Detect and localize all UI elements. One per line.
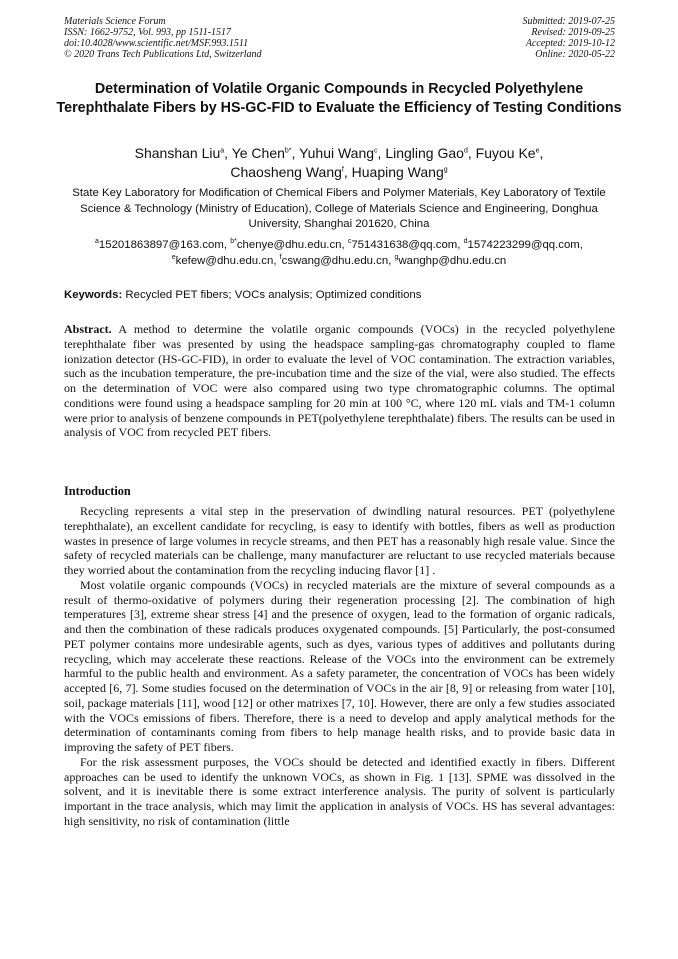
email[interactable]: $^e$kefew@dhu.edu.cn bbox=[171, 253, 274, 267]
abstract-label: Abstract. bbox=[64, 322, 112, 336]
email[interactable]: $^g$wanghp@dhu.edu.cn bbox=[394, 253, 507, 267]
email[interactable]: $^f$cswang@dhu.edu.cn bbox=[279, 253, 389, 267]
author: Huaping Wang$^g$ bbox=[351, 164, 448, 180]
author: Yuhui Wang$^c$, bbox=[299, 145, 386, 161]
submitted-date: Submitted: 2019-07-25 bbox=[522, 16, 615, 27]
dates-info bbox=[523, 16, 616, 60]
introduction-body bbox=[64, 504, 615, 829]
online-date: Online: 2020-05-22 bbox=[535, 49, 615, 60]
abstract-text: A method to determine the volatile organic compounds (VOCs) in the recycled polyethylene terephthalate fiber was presented by using the headspace sampling-gas chromatography coupled to flame ionization detector (HS-GC-FID), in order to evaluate the level of VOC contamination. The extraction variables, such as the incubation temperature, the pre-incubation time and the size of the vial, were also studied. The effects on the determination of VOC were also compared using two type chromatographic columns. The optimal conditions were found using a headspace sampling for 20 min at 100 °C, where 120 mL vials and TM-1 column were prior to analysis of benzene compounds in PET(polyethylene terephthalate) fibers. The results can be used in analysis of VOC from recycled PET fibers. bbox=[64, 322, 615, 440]
paragraph: Most volatile organic compounds (VOCs) in recycled materials are the mixture of several compounds as a result of thermo-oxidative of polymers during their regeneration processing [2]. The combination of high temperatures [3], extreme shear stress [4] and the presence of oxygen, lead to the formation of organic radicals, and then the combination of these radicals produces oxygenated compounds. [5] Particularly, the post-consumed PET polymer contains more undesirable agents, such as dyes, various types of additives and pollutants during recycling, which may accelerate these reactions. Release of the VOCs into the environment can be extremely harmful to the public health and environment. As a safety parameter, the concentration of VOCs has been widely accepted [6, 7]. Some studies focused on the determination of VOCs in the air [8, 9] or releasing from water [10], soil, package materials [11], wood [12] or other matrixes [7, 10]. However, there are only a few studies associated with the VOCs emissions of fibers. Therefore, there is a need to develop and apply analytical methods for the determination of contaminants coming from fibers to help manage health risks, and to provide basic data in improving the safety of PET fibers. bbox=[64, 577, 615, 754]
email[interactable]: $^d$1574223299@qq.com bbox=[463, 238, 580, 251]
paragraph: Recycling represents a vital step in the preservation of dwindling natural resources. PET (polyethylene terephthalate), an excellent candidate for recycling, is easy to identify with bottles, fibers as well as production wastes in presence of large volumes in recycle streams, and then PET has a reasonably high resale value. Since the safety of recycled materials can be challenge, many manufacturer are reluctant to use recycled materials because they worried about the contamination from the recycling inducing flavor [1] . bbox=[64, 504, 615, 577]
copyright-line: © 2020 Trans Tech Publications Ltd, Switzerland bbox=[64, 49, 262, 60]
email[interactable]: $^{b*}$chenye@dhu.edu.cn bbox=[230, 238, 342, 251]
paragraph: For the risk assessment purposes, the VOCs should be detected and identified exactly in fibers. Different approaches can be used to identify the unknown VOCs, as shown in Fig. 1 [13]. SPME was dissolved in the solvent, and it is inevitable there is some extract interference analysis. The purity of solvent is particularly important in the trace analysis, which may limit the application in analysis of VOCs. HS has several advantages: high sensitivity, no risk of contamination (little bbox=[64, 754, 615, 828]
author: Chaosheng Wang$^f$, bbox=[230, 164, 352, 180]
journal-info bbox=[64, 16, 262, 60]
email-list: $^a$15201863897@163.com, $^{b*}$chenye@dhu.edu.cn, $^c$751431638@qq.com, $^d$1574223299@qq.com, $^e$kefew@dhu.edu.cn, $^f$cswang@dhu.edu.cn, $^g$wanghp@dhu.edu.cn bbox=[95, 238, 583, 267]
paper-title: Determination of Volatile Organic Compounds in Recycled Polyethylene Terephthalate Fibers by HS-GC-FID to Evaluate the Efficiency of Testing Conditions bbox=[56, 81, 622, 116]
author: Lingling Gao$^d$, bbox=[385, 145, 476, 161]
author: Fuyou Ke$^e$, bbox=[475, 145, 544, 161]
doi-line: doi:10.4028/www.scientific.net/MSF.993.1511 bbox=[64, 38, 249, 49]
issn-line: ISSN: 1662-9752, Vol. 993, pp 1511-1517 bbox=[64, 27, 232, 38]
author: Shanshan Liu$^a$, bbox=[134, 145, 232, 161]
keywords-label: Keywords: bbox=[64, 289, 123, 301]
revised-date: Revised: 2019-09-25 bbox=[531, 27, 615, 38]
author-list bbox=[40, 144, 638, 182]
abstract bbox=[64, 322, 615, 440]
affiliation: State Key Laboratory for Modification of Chemical Fibers and Polymer Materials, Key Laboratory of Textile Science & Technology (Ministry of Education), College of Materials Science and Engineering, Donghua University, Shanghai 201620, China bbox=[72, 187, 606, 230]
journal-name: Materials Science Forum bbox=[64, 16, 166, 27]
author: Ye Chen$^{b*}$, bbox=[231, 145, 300, 161]
email[interactable]: $^c$751431638@qq.com bbox=[347, 238, 458, 251]
email[interactable]: $^a$15201863897@163.com bbox=[95, 238, 224, 251]
section-heading-introduction: Introduction bbox=[64, 484, 131, 498]
keywords-text: Recycled PET fibers; VOCs analysis; Optimized conditions bbox=[122, 289, 422, 301]
keywords bbox=[64, 288, 624, 302]
accepted-date: Accepted: 2019-10-12 bbox=[525, 38, 615, 49]
